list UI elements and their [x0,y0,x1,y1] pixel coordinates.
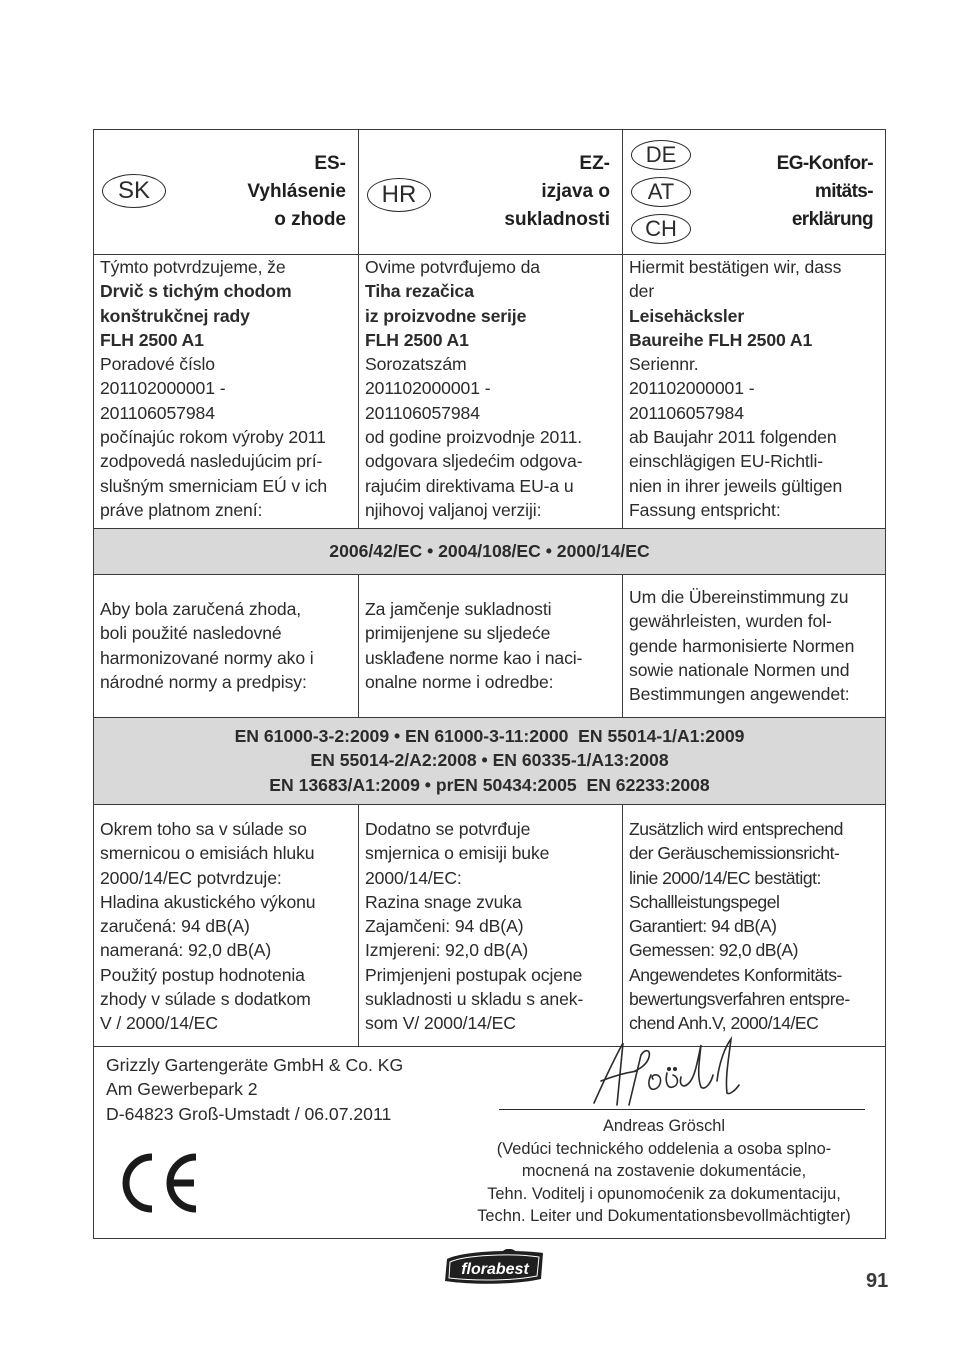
intro-line: Týmto potvrdzujeme, že [100,257,286,277]
intro-line: nien in ihrer jeweils gültigen [629,475,843,496]
florabest-logo-icon [443,1249,547,1285]
intro-line: konštrukčnej rady [100,305,250,326]
country-badge-sk: SK [102,174,166,208]
norms-intro-text-hr: Za jamčenje sukladnosti primijenjene su sljedeće usklađene norme kao i naci- onalne norme i odredbe: [365,599,583,692]
noise-text-sk: Okrem toho sa v súlade so smernicou o emisiách hluku 2000/14/EC potvrdzuje: Hladina akustického výkonu zaručená: 94 dB(A) nameraná: 92,0 dB(A) Použitý postup hodnotenia zhody v súlade s dodatkom V / 2000/14/EC [100,819,316,1034]
noise-de [622,805,885,1046]
header-title-de: EG-Konfor- mitäts- erklärung [776,153,873,230]
intro-text-sk [94,255,358,522]
intro-line: Sorozatszám [365,354,467,375]
header-title-sk: ES- Vyhlásenie o zhode [247,153,346,230]
norms-intro-text-sk: Aby bola zaručená zhoda, boli použité nasledovné harmonizované normy ako i národné normy a predpisy: [100,599,314,692]
svg-text:florabest: florabest [461,1261,529,1278]
directives-row [94,528,885,574]
country-badge-de: DE [631,140,691,170]
header-title-hr: EZ- izjava o sukladnosti [504,153,610,230]
noise-hr [358,805,622,1046]
country-badge-hr: HR [367,178,431,212]
norm-line: EN 13683/A1:2009 • prEN 50434:2005 EN 62233:2008 [269,774,710,795]
ce-mark-icon [116,1151,202,1215]
intro-line: Poradové číslo [100,354,215,375]
intro-line: počínajúc rokom výroby 2011 [100,427,326,448]
declaration-table [93,129,886,1239]
norm-line: EN 55014-2/A2:2008 • EN 60335-1/A13:2008 [310,750,669,771]
norms-intro-de [622,575,885,717]
country-badge-ch: CH [631,214,691,244]
signature-line [499,1109,865,1110]
intro-text-hr [359,255,622,522]
country-badge-at: AT [631,177,691,207]
intro-sk [94,255,358,528]
noise-row [94,804,885,1046]
noise-text-hr: Dodatno se potvrđuje smjernica o emisiji buke 2000/14/EC: Razina snage zvuka Zajamčeni: 94 dB(A) Izmjereni: 92,0 dB(A) Primjenjeni postupak ocjene sukladnosti u skladu s anek- som V/ 2000/14/EC [365,819,584,1034]
header-de [622,130,885,254]
norm-line: EN 61000-3-2:2009 • EN 61000-3-11:2000 EN 55014-1/A1:2009 [234,726,745,746]
norms-intro-text-de: Um die Übereinstimmung zu gewährleisten, wurden fol- gende harmonisierte Normen sowie nationale Normen und Bestimmungen angewendet: [629,587,855,705]
norms-intro-sk [94,575,358,717]
intro-line: Seriennr. [629,354,699,375]
signatory-details: Andreas Gröschl (Vedúci technického oddelenia a osoba splno- mocnená na zostavenie dokumentácie, Tehn. Voditelj i opunomoćenik za dokumentaciju, Techn. Leiter und Dokumentationsbevollmächtigter) [477,1117,851,1225]
footer-row [94,1046,885,1238]
intro-line: 201106057984 [629,402,744,423]
intro-line: FLH 2500 A1 [100,329,204,350]
intro-line: iz proizvodne serije [365,305,527,326]
intro-line: 201106057984 [100,402,215,423]
intro-line: odgovara sljedećim odgova- [365,451,583,472]
intro-line: Baureihe FLH 2500 A1 [629,329,813,350]
intro-line: Drvič s tichým chodom [100,281,292,302]
intro-line: der [629,281,655,302]
intro-line: Hiermit bestätigen wir, dass [629,257,842,277]
header-sk [94,130,358,254]
intro-line: 201102000001 - [100,378,226,399]
norms-row [94,717,885,804]
intro-row [94,254,885,528]
intro-line: 201106057984 [365,402,480,423]
intro-line: Leisehäcksler [629,305,745,326]
intro-line: zodpovedá nasledujúcim prí- [100,451,323,472]
intro-line: rajućim direktivama EU-a u [365,475,574,496]
directives-text: 2006/42/EC • 2004/108/EC • 2000/14/EC [329,541,650,561]
norms-list [94,718,885,797]
noise-sk [94,805,358,1046]
intro-line: Ovime potvrđujemo da [365,257,540,277]
intro-line: práve platnom znení: [100,499,263,520]
header-row [94,130,885,254]
intro-line: ab Baujahr 2011 folgenden [629,427,837,448]
intro-line: slušným smerniciam EÚ v ich [100,475,328,496]
intro-line: 201102000001 - [365,378,491,399]
intro-hr [358,255,622,528]
intro-line: FLH 2500 A1 [365,329,469,350]
intro-de [622,255,885,528]
norms-intro-row [94,574,885,717]
intro-line: Tiha rezačica [365,281,474,302]
intro-line: Fassung entspricht: [629,499,781,520]
header-hr [358,130,622,254]
intro-line: 201102000001 - [629,378,755,399]
page-number: 91 [866,1270,889,1292]
signature-image [589,1033,749,1111]
intro-line: einschlägigen EU-Richtli- [629,451,824,472]
manufacturer-address: Grizzly Gartengeräte GmbH & Co. KG Am Gewerbepark 2 D-64823 Groß-Umstadt / 06.07.2011 [106,1055,404,1124]
intro-line: njihovoj valjanoj verziji: [365,499,542,520]
noise-text-de: Zusätzlich wird entsprechend der Geräuschemissionsricht- linie 2000/14/EC bestätigt: Schallleistungspegel Garantiert: 94 dB(A) Gemessen: 92,0 dB(A) Angewendetes Konformitäts- bewertungsverfahren entspre- chend Anh.V, 2000/14/EC [629,819,850,1034]
intro-text-de [623,255,885,522]
intro-line: od godine proizvodnje 2011. [365,427,583,448]
norms-intro-hr [358,575,622,717]
